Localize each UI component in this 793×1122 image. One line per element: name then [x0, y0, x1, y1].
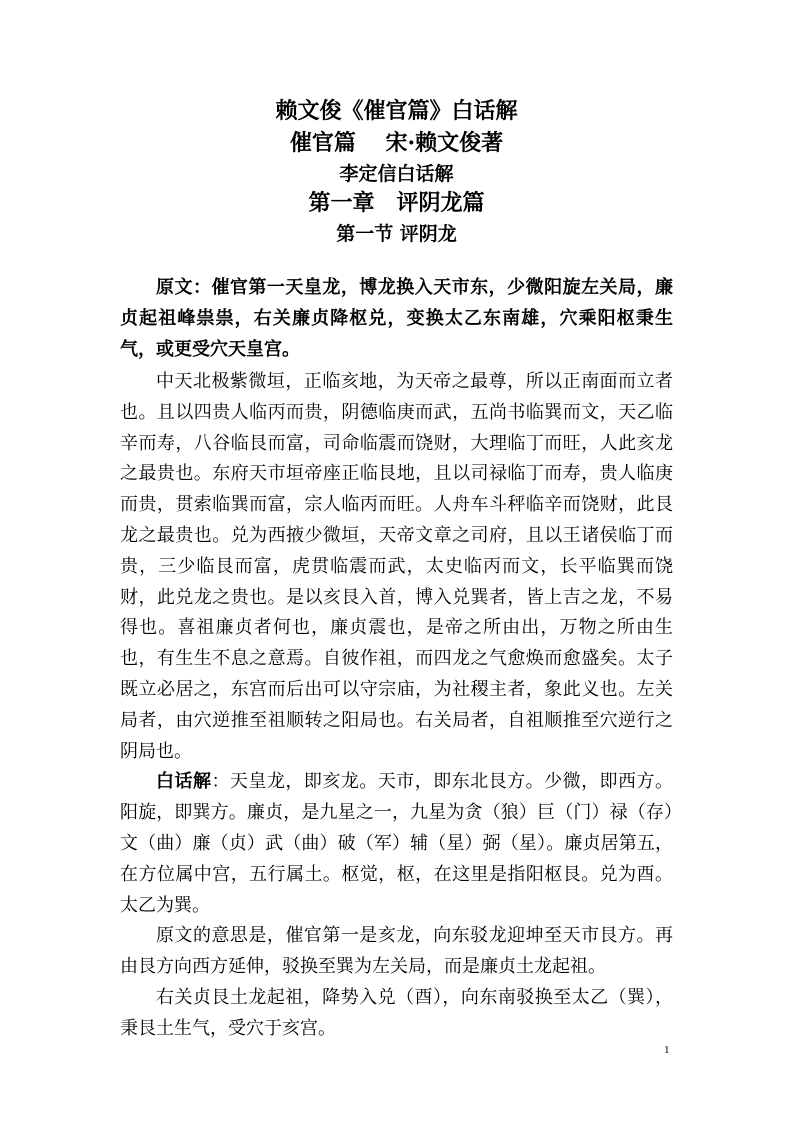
original-text-paragraph: 原文：催官第一天皇龙，博龙换入天市东，少微阳旋左关局，廉贞起祖峰祟祟，右关廉贞降枢兑，变换太乙东南雄，穴乘阳枢秉生气，或更受穴天皇宫。	[120, 277, 673, 360]
closing-paragraph: 右关贞艮土龙起祖，降势入兑（酉），向东南驳换至太乙（巽），秉艮土生气，受穴于亥宫。	[120, 986, 673, 1039]
chapter-heading: 第一章 评阴龙篇	[308, 190, 485, 216]
explanation-label: 白话解	[156, 771, 212, 793]
translator-line: 李定信白话解	[339, 163, 454, 185]
document-title: 赖文俊《催官篇》白话解	[275, 98, 518, 124]
explanation-text: ：天皇龙，即亥龙。天市，即东北艮方。少微，即西方。阳旋，即巽方。廉贞，是九星之一，九星为贪（狼）巨（门）禄（存）文（曲）廉（贞）武（曲）破（军）辅（星）弼（星）。廉贞居第五，在方位属中宫，五行属土。枢觉，枢，在这里是指阳枢艮。兑为酉。太乙为巽。	[120, 771, 674, 916]
title-block	[0, 96, 793, 248]
page-number: 1	[664, 1044, 670, 1056]
book-subtitle: 催官篇 宋·赖文俊著	[289, 130, 504, 156]
explanation-paragraph	[120, 767, 673, 921]
body-text	[120, 272, 673, 1045]
commentary-paragraph: 中天北极紫微垣，正临亥地，为天帝之最尊，所以正南面而立者也。且以四贵人临丙而贵，阴德临庚而武，五尚书临巽而文，天乙临辛而寿，八谷临艮而富，司命临震而饶财，大理临丁而旺，人此亥龙之最贵也。东府天市垣帝座正临艮地，且以司禄临丁而寿，贵人临庚而贵，贯索临巽而富，宗人临丙而旺。人舟车斗秤临辛而饶财，此艮龙之最贵也。兑为西掖少微垣，天帝文章之司府，且以王诸侯临丁而贵，三少临艮而富，虎贯临震而武，太史临丙而文，长平临巽而饶财，此兑龙之贵也。是以亥艮入首，博入兑巽者，皆上吉之龙，不易得也。喜祖廉贞者何也，廉贞震也，是帝之所由出，万物之所由生也，有生生不息之意焉。自彼作祖，而四龙之气愈焕而愈盛矣。太子既立必居之，东宫而后出可以守宗庙，为社稷主者，象此义也。左关局者，由穴逆推至祖顺转之阳局也。右关局者，自祖顺推至穴逆行之阴局也。	[120, 371, 673, 762]
section-heading: 第一节 评阴龙	[336, 223, 457, 245]
meaning-paragraph: 原文的意思是，催官第一是亥龙，向东驳龙迎坤至天市艮方。再由艮方向西方延伸，驳换至巽为左关局，而是廉贞土龙起祖。	[120, 925, 673, 978]
